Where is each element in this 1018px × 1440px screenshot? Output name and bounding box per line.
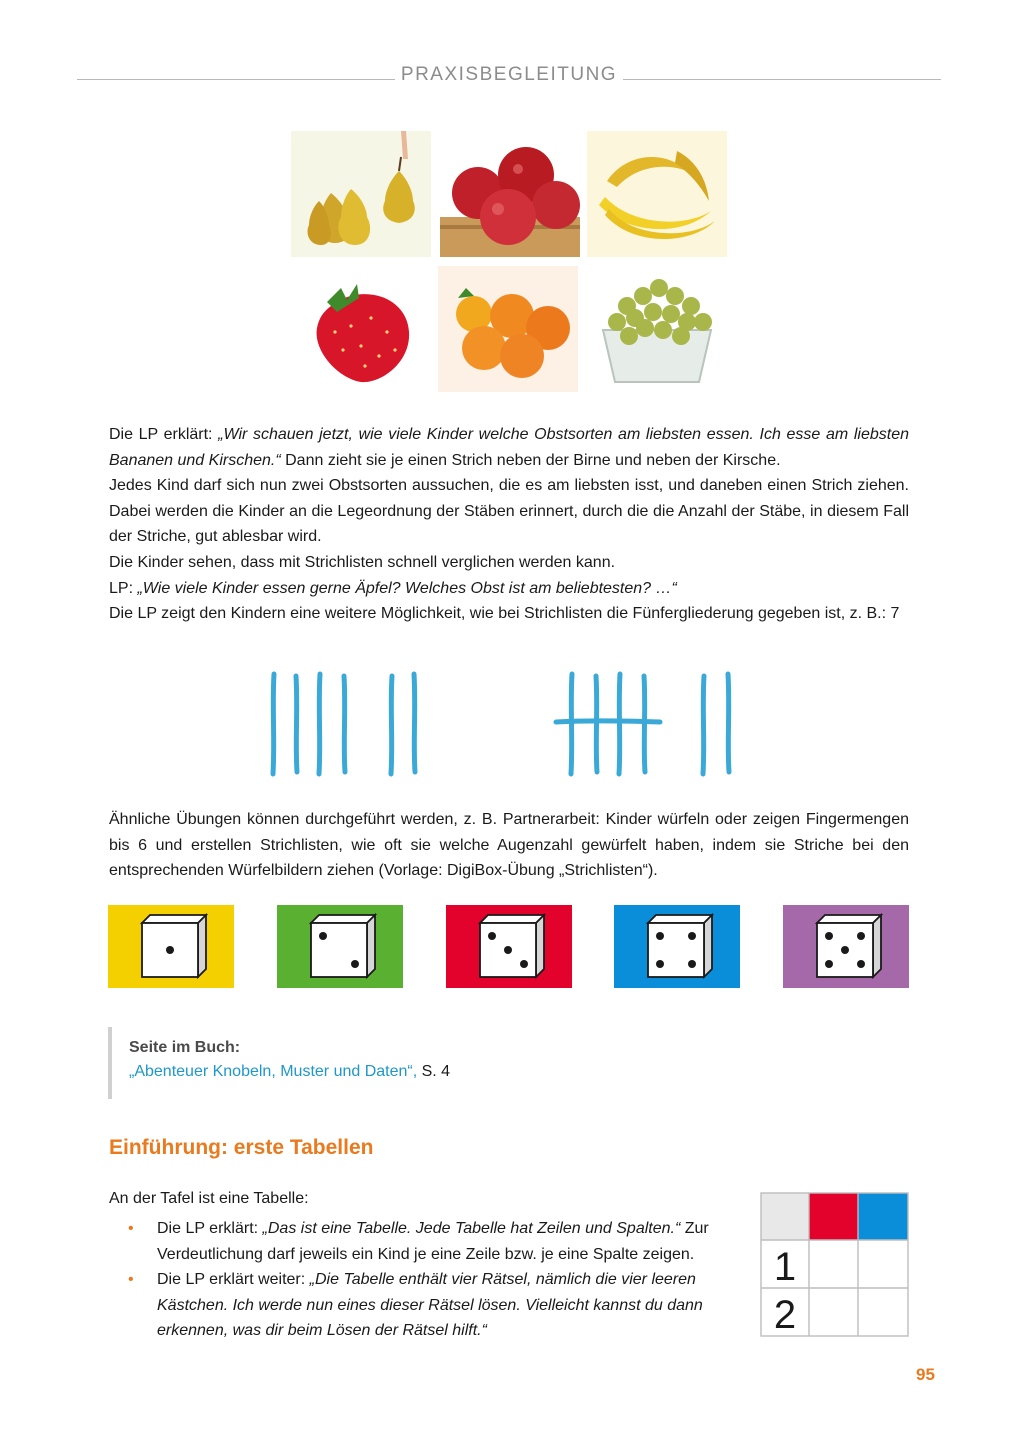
bullet1-pre: Die LP erklärt:	[157, 1220, 263, 1237]
intro-paragraph	[109, 422, 909, 627]
bullet-list	[109, 1216, 729, 1344]
tally-seven-plain	[260, 668, 430, 780]
dice-card-1	[108, 905, 234, 988]
header-line-left	[77, 79, 395, 80]
p1-quote: „Wir schauen jetzt, wie viele Kinder welche Obstsorten am liebsten essen. Ich esse am liebsten Bananen und Kirschen.“	[109, 426, 909, 469]
banana-image	[587, 131, 727, 257]
book-ref-page: S. 4	[417, 1063, 451, 1080]
book-ref-label: Seite im Buch:	[129, 1039, 241, 1056]
dice-card-4	[614, 905, 740, 988]
example-table	[760, 1192, 910, 1338]
bullet-dot-icon: •	[128, 1220, 134, 1237]
dice-card-2	[277, 905, 403, 988]
dice-card-3	[446, 905, 572, 988]
tally-seven-grouped	[552, 668, 742, 780]
bullet-item	[109, 1267, 729, 1344]
section-intro: An der Tafel ist eine Tabelle:	[109, 1190, 309, 1207]
section-heading: Einführung: erste Tabellen	[109, 1136, 374, 1159]
table-header-red	[809, 1193, 858, 1240]
header-title: PRAXISBEGLEITUNG	[400, 64, 618, 85]
book-reference	[108, 1027, 450, 1099]
p4-quote: „Wie viele Kinder essen gerne Äpfel? Welches Obst ist am beliebtesten? …“	[137, 579, 677, 597]
p5: Die LP zeigt den Kindern eine weitere Möglichkeit, wie bei Strichlisten die Fünfergliederung gegeben ist, z. B.: 7	[109, 605, 900, 623]
p1-pre: Die LP erklärt:	[109, 426, 219, 443]
bullet2-quote: „Die Tabelle enthält vier Rätsel, nämlich die vier leeren Kästchen. Ich werde nun eines dieser Rätsel lösen. Vielleicht kannst du dann erkennen, was dir beim Lösen der Rätsel hilft.“	[157, 1271, 703, 1340]
table-row-2-label: 2	[773, 1293, 797, 1337]
book-ref-line	[129, 1063, 450, 1081]
table-header-blue	[858, 1193, 908, 1240]
table-row-1-label: 1	[773, 1245, 797, 1289]
bullet1-quote: „Das ist eine Tabelle. Jede Tabelle hat Zeilen und Spalten.“	[262, 1220, 681, 1237]
bullet-dot-icon: •	[128, 1271, 134, 1289]
pear-image	[291, 131, 431, 257]
exercise-paragraph: Ähnliche Übungen können durchgeführt werden, z. B. Partnerarbeit: Kinder würfeln oder zeigen Fingermengen bis 6 und erstellen Strichlisten, wie oft sie welche Augenzahl gewürfelt haben, indem sie Striche bei den entsprechenden Würfelbildern ziehen (Vorlage: DigiBox-Übung „Strichlisten“).	[109, 811, 909, 880]
apple-image	[440, 131, 580, 257]
p3: Die Kinder sehen, dass mit Strichlisten schnell verglichen werden kann.	[109, 553, 616, 571]
bullet2-pre: Die LP erklärt weiter:	[157, 1271, 310, 1289]
dice-card-5	[783, 905, 909, 988]
header-line-right	[623, 79, 941, 80]
p1-post: Dann zieht sie je einen Strich neben der Birne und neben der Kirsche.	[280, 451, 781, 469]
p4-pre: LP:	[109, 579, 138, 597]
bullet-item	[109, 1216, 729, 1267]
strawberry-image	[291, 266, 431, 392]
grapes-image	[587, 266, 727, 392]
p2: Jedes Kind darf sich nun zwei Obstsorten aussuchen, die es am liebsten isst, und daneben einen Strich ziehen. Dabei werden die Kinder an die Legeordnung der Stäben erinnert, durch die die Anzahl der Stäbe, in diesem Fall der Striche, gut ablesbar wird.	[109, 477, 909, 546]
book-ref-title[interactable]: „Abenteuer Knobeln, Muster und Daten“,	[129, 1063, 418, 1080]
bullet1-post: Zur Verdeutlichung darf jeweils ein Kind je eine Zeile bzw. je eine Spalte zeigen.	[157, 1220, 709, 1263]
apricot-image	[438, 266, 578, 392]
page-number: 95	[916, 1365, 935, 1384]
